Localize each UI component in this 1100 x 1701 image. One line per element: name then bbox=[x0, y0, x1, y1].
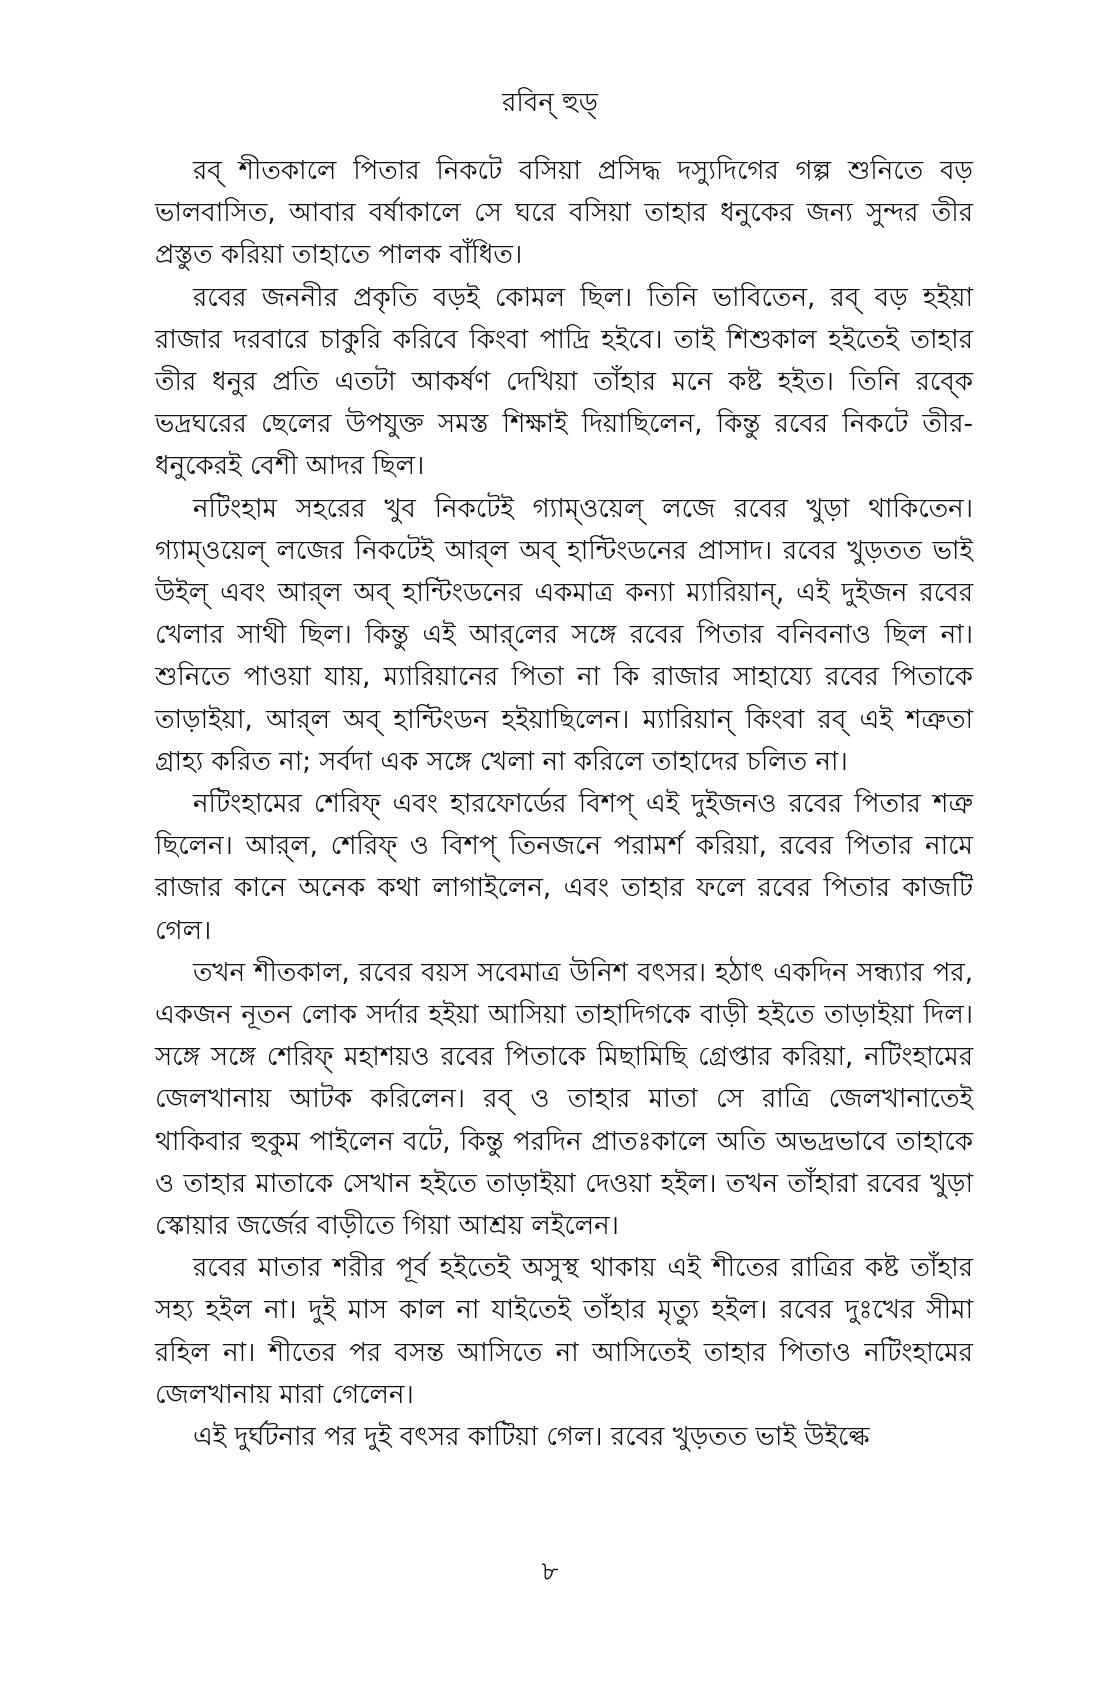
paragraph: এই দুর্ঘটনার পর দুই বৎসর কাটিয়া গেল। রবের খুড়তত ভাই উইল্কে bbox=[193, 1422, 870, 1453]
paragraph: নটিংহাম সহরের খুব নিকটেই গ্যাম্ওয়েল্ লজে রবের খুড়া থাকিতেন। গ্যাম্ওয়েল্ লজের নিকটেই আর্‌ল অব্ হান্টিংডনের প্রাসাদ। রবের খুড়তত ভাই উইল্ এবং আর্‌ল অব্ হান্টিংডনের একমাত্র কন্যা ম্যারিয়ান্, এই দুইজন রবের খেলার সাথী ছিল। কিন্তু এই আর্‌লের সঙ্গে রবের পিতার বনিবনাও ছিল না। শুনিতে পাওয়া যায়, ম্যারিয়ানের পিতা না কি রাজার সাহায্যে রবের পিতাকে তাড়াইয়া, আর্‌ল অব্ হান্টিংডন হইয়াছিলেন। ম্যারিয়ান্ কিংবা রব্ এই শত্রুতা গ্রাহ্য করিত না; সর্বদা এক সঙ্গে খেলা না করিলে তাহাদের চলিত না। bbox=[155, 493, 973, 777]
paragraph: রবের মাতার শরীর পূর্ব হইতেই অসুস্থ থাকায় এই শীতের রাত্রির কষ্ট তাঁহার সহ্য হইল না। দুই মাস কাল না যাইতেই তাঁহার মৃত্যু হইল। রবের দুঃখের সীমা রহিল না। শীতের পর বসন্ত আসিতে না আসিতেই তাহার পিতাও নটিংহামের জেলখানায় মারা গেলেন। bbox=[155, 1253, 973, 1410]
paragraph: রব্ শীতকালে পিতার নিকটে বসিয়া প্রসিদ্ধ দস্যুদিগের গল্প শুনিতে বড় ভালবাসিত, আবার বর্ষাকালে সে ঘরে বসিয়া তাহার ধনুকের জন্য সুন্দর তীর প্রস্তুত করিয়া তাহাতে পালক বাঁধিত। bbox=[155, 156, 973, 271]
body-text bbox=[155, 150, 973, 1458]
running-header: রবিন্ হুড্ bbox=[502, 88, 598, 118]
paragraph: রবের জননীর প্রকৃতি বড়ই কোমল ছিল। তিনি ভাবিতেন, রব্ বড় হইয়া রাজার দরবারে চাকুরি করিবে কিংবা পাদ্রি হইবে। তাই শিশুকাল হইতেই তাহার তীর ধনুর প্রতি এতটা আকর্ষণ দেখিয়া তাঁহার মনে কষ্ট হইত। তিনি রব্কে ভদ্রঘরের ছেলের উপযুক্ত সমস্ত শিক্ষাই দিয়াছিলেন, কিন্তু রবের নিকটে তীর-ধনুকেরই বেশী আদর ছিল। bbox=[155, 282, 973, 482]
page-number: ৮ bbox=[541, 1557, 559, 1587]
paragraph: তখন শীতকাল, রবের বয়স সবেমাত্র উনিশ বৎসর। হঠাৎ একদিন সন্ধ্যার পর, একজন নূতন লোক সর্দার হইয়া আসিয়া তাহাদিগকে বাড়ী হইতে তাড়াইয়া দিল। সঙ্গে সঙ্গে শেরিফ্ মহাশয়ও রবের পিতাকে মিছামিছি গ্রেপ্তার করিয়া, নটিংহামের জেলখানায় আটক করিলেন। রব্ ও তাহার মাতা সে রাত্রি জেলখানাতেই থাকিবার হুকুম পাইলেন বটে, কিন্তু পরদিন প্রাতঃকালে অতি অভদ্রভাবে তাহাকে ও তাহার মাতাকে সেখান হইতে তাড়াইয়া দেওয়া হইল। তখন তাঁহারা রবের খুড়া স্কোয়ার জর্জের বাড়ীতে গিয়া আশ্রয় লইলেন। bbox=[155, 957, 973, 1242]
paragraph: নটিংহামের শেরিফ্ এবং হারফোর্ডের বিশপ্ এই দুইজনও রবের পিতার শত্রু ছিলেন। আর্‌ল, শেরিফ্ ও বিশপ্ তিনজনে পরামর্শ করিয়া, রবের পিতার নামে রাজার কানে অনেক কথা লাগাইলেন, এবং তাহার ফলে রবের পিতার কাজটি গেল। bbox=[155, 789, 973, 946]
